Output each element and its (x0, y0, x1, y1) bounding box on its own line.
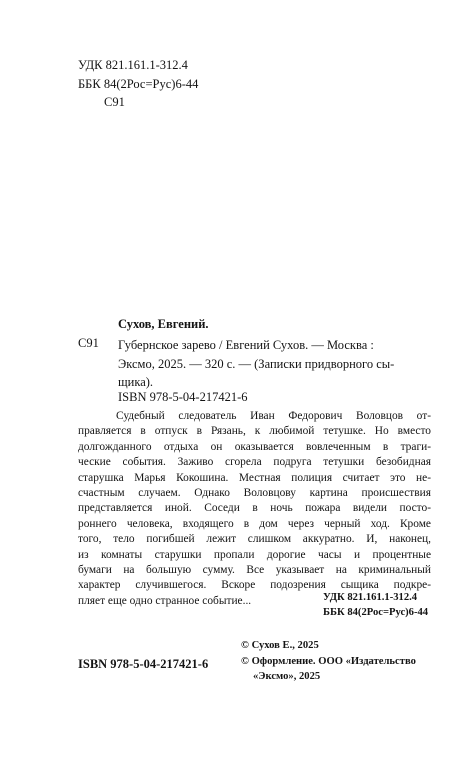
classification-codes-bottom (323, 590, 428, 621)
annotation-line: старушка Марья Кокошина. Местная полиция считает это не- (78, 471, 431, 484)
bibliographic-description (118, 336, 394, 392)
bbk-code: ББК 84(2Рос=Рус)6-44 (78, 76, 199, 91)
author-heading: Сухов, Евгений. (118, 317, 209, 331)
copyright-block (241, 638, 416, 685)
annotation-paragraph (78, 409, 431, 609)
isbn-record: ISBN 978-5-04-217421-6 (118, 390, 248, 404)
author-cutter-mark: С91 (78, 336, 99, 350)
annotation-line: того, тело погибшей лежит слишком аккуратно. И, наконец, (78, 533, 431, 546)
biblio-line: Эксмо, 2025. — 320 с. — (Записки придворного сы- (118, 356, 395, 371)
cutter-code: С91 (104, 95, 125, 110)
annotation-line: долгожданного отдыха он оказывается вовлеченным в траги- (78, 440, 431, 453)
udk-code: УДК 821.161.1-312.4 (323, 592, 418, 603)
isbn-footer: ISBN 978-5-04-217421-6 (78, 657, 209, 671)
annotation-line: Судебный следователь Иван Федорович Воловцов от- (116, 410, 431, 422)
annotation-line: бумаги на большую сумму. Все указывает на криминальный (78, 564, 431, 577)
copyright-line: «Эксмо», 2025 (253, 671, 321, 683)
udk-code: УДК 821.161.1-312.4 (78, 58, 188, 72)
copyright-line: © Сухов Е., 2025 (241, 640, 319, 651)
annotation-line: пляет еще одно странное событие... (78, 594, 252, 607)
annotation-line: счастным случаем. Однако Воловцову картина происшествия (78, 487, 431, 500)
annotation-line: представляется иной. Соседи в ночь пожара видели посто- (78, 502, 431, 515)
classification-codes-top (78, 56, 198, 112)
annotation-line: ческие события. Заживо сгорела подруга тетушки безобидная (78, 456, 431, 469)
annotation-line: из комнаты старушки пропали дорогие часы и процентные (78, 548, 431, 561)
copyright-line: © Оформление. ООО «Издательство (241, 655, 416, 667)
bbk-code: ББК 84(2Рос=Рус)6-44 (323, 607, 429, 619)
annotation-line: роннего человека, входящего в дом через черный ход. Кроме (78, 517, 431, 530)
annotation-line: характер случившегося. Вскоре подозрения сыщика подкре- (78, 579, 431, 592)
annotation-line: правляется в отпуск в Рязань, к любимой тетушке. Но вместо (78, 425, 431, 438)
biblio-line: Губернское зарево / Евгений Сухов. — Москва : (118, 338, 374, 352)
biblio-line: щика). (118, 375, 154, 390)
